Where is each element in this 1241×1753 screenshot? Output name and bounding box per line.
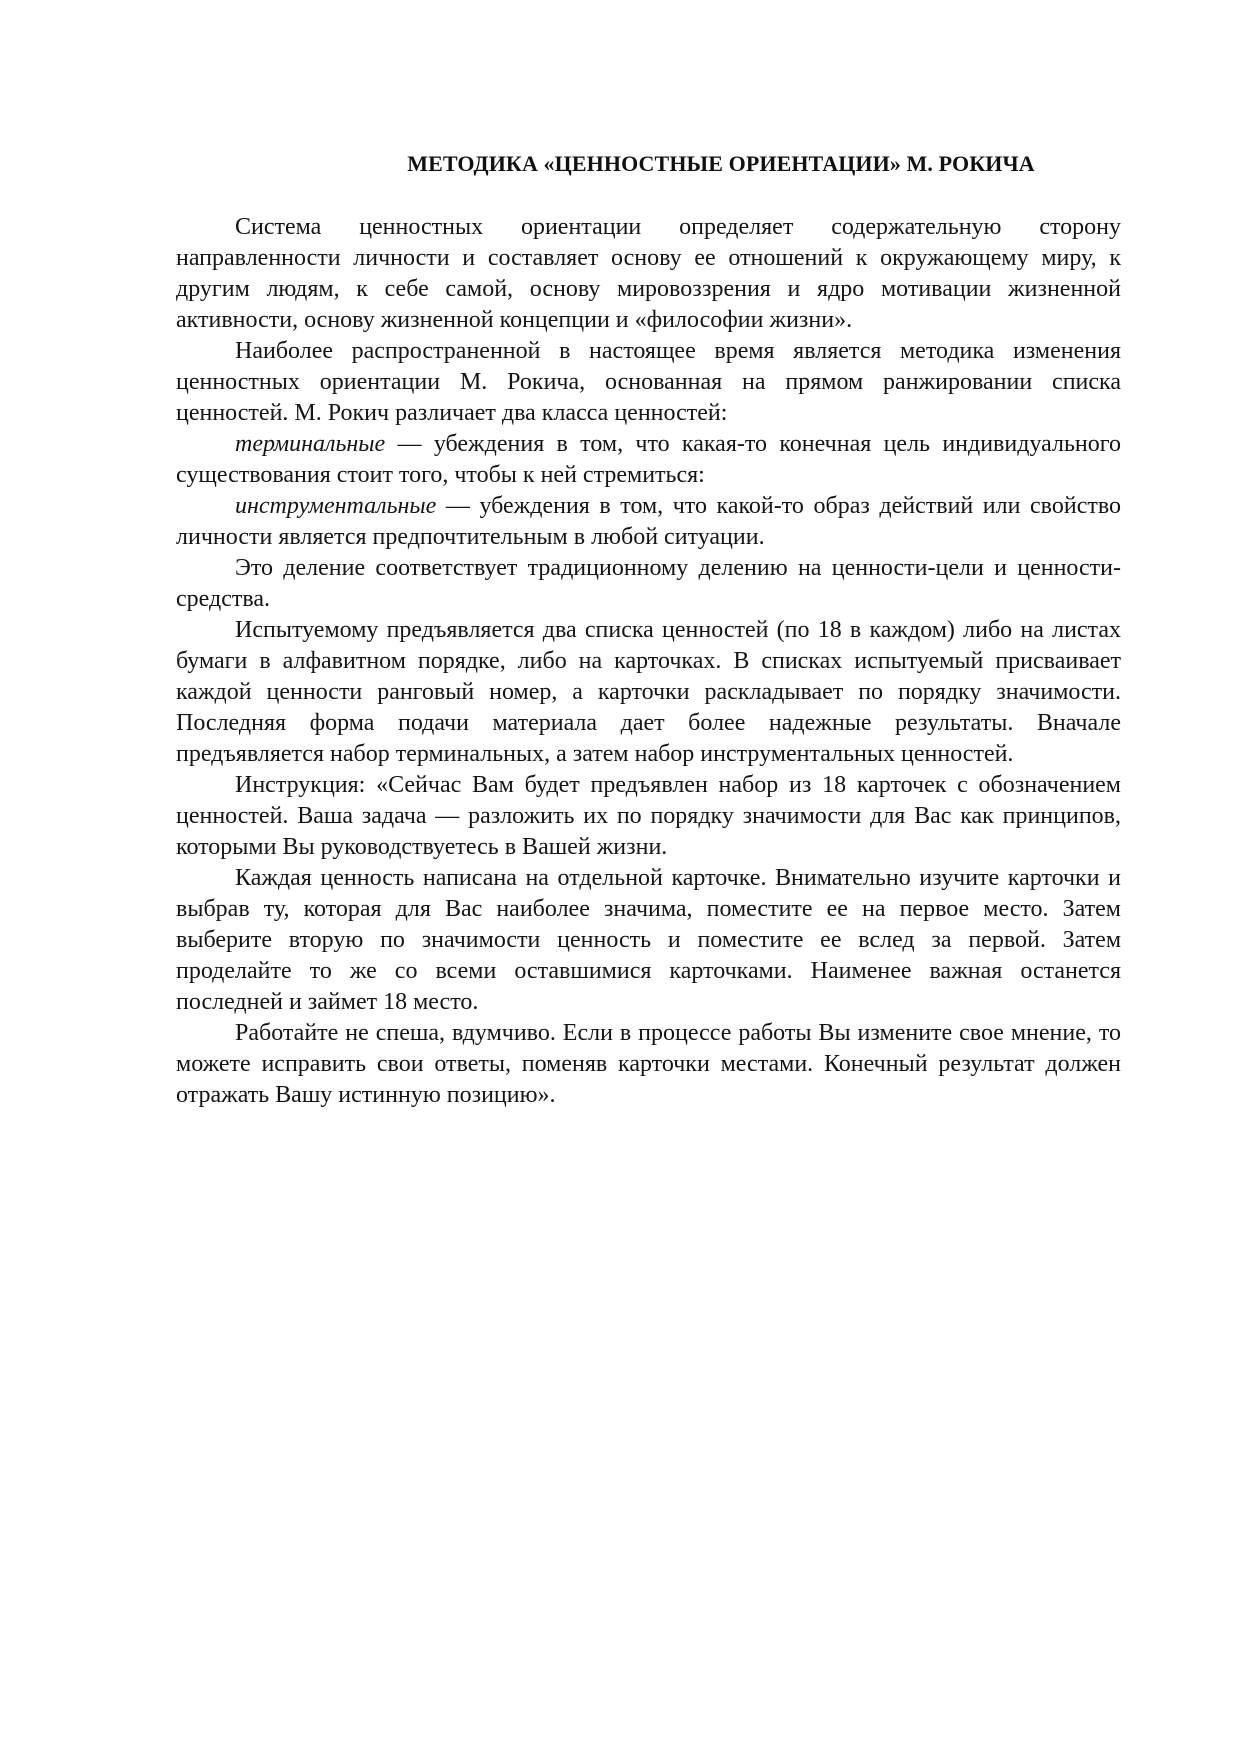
- paragraph-instruction: Инструкция: «Сейчас Вам будет предъявлен набор из 18 карточек с обозначением ценностей. Ваша задача — разложить их по порядку значимости для Вас как принципов, которыми Вы руководствуетесь в Вашей жизни.: [176, 772, 1121, 860]
- paragraph-work-calmly: Работайте не спеша, вдумчиво. Если в процессе работы Вы измените свое мнение, то можете исправить свои ответы, поменяв карточки местами. Конечный результат должен отражать Вашу истинную позицию».: [176, 1020, 1121, 1108]
- paragraph-rokeach-method: Наиболее распространенной в настоящее время является методика изменения ценностных ориентации М. Рокича, основанная на прямом ранжировании списка ценностей. М. Рокич различает два класса ценностей:: [176, 338, 1121, 426]
- definition-instrumental-text: — убеждения в том, что какой-то образ действий или свойство личности является предпочтительным в любой ситуации.: [176, 493, 1121, 550]
- definition-instrumental: [176, 491, 1121, 553]
- definition-terminal-text: — убеждения в том, что какая-то конечная цель индивидуального существования стоит того, чтобы к ней стремиться:: [176, 431, 1121, 488]
- paragraph-value-system: Система ценностных ориентации определяет содержательную сторону направленности личности и составляет основу ее отношений к окружающему миру, к другим людям, к себе самой, основу мировоззрения и ядро мотивации жизненной активности, основу жизненной концепции и «философии жизни».: [176, 214, 1121, 333]
- paragraph-cards: Каждая ценность написана на отдельной карточке. Внимательно изучите карточки и выбрав ту, которая для Вас наиболее значима, поместите ее на первое место. Затем выберите вторую по значимости ценность и поместите ее вслед за первой. Затем проделайте то же со всеми оставшимися карточками. Наименее важная останется последней и займет 18 место.: [176, 865, 1121, 1015]
- paragraph-lists: Испытуемому предъявляется два списка ценностей (по 18 в каждом) либо на листах бумаги в алфавитном порядке, либо на карточках. В списках испытуемый присваивает каждой ценности ранговый номер, а карточки раскладывает по порядку значимости. Последняя форма подачи материала дает более надежные результаты. Вначале предъявляется набор терминальных, а затем набор инструментальных ценностей.: [176, 617, 1121, 767]
- term-terminal: терминальные: [235, 431, 386, 457]
- definition-terminal: [176, 429, 1121, 491]
- document-body: [176, 212, 1121, 1111]
- document-title: МЕТОДИКА «ЦЕННОСТНЫЕ ОРИЕНТАЦИИ» М. РОКИЧА: [407, 151, 1035, 176]
- term-instrumental: инструментальные: [235, 493, 437, 519]
- paragraph-division: Это деление соответствует традиционному делению на ценности-цели и ценности-средства.: [176, 555, 1121, 612]
